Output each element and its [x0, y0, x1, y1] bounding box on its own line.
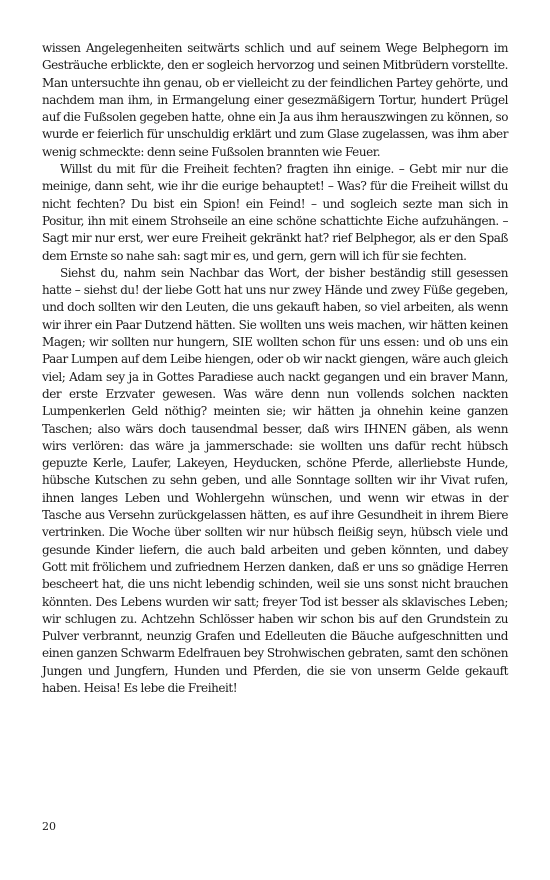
paragraph-3: Siehst du, nahm sein Nachbar das Wort, der bisher beständig still gesessen hatte – siehst du! der liebe Gott hat uns nur zwey Hände und zwey Füße gegeben, und doch sollten wir den Leuten, die uns gekauft haben, so viel arbeiten, als wenn wir ihrer ein Paar Dutzend hätten. Sie wollten uns weis machen, wir hätten keinen Magen; wir sollten nur hungern, SIE wollten schon für uns essen: und ob uns ein Paar Lumpen auf dem Leibe hiengen, oder ob wir nackt giengen, wäre auch gleich viel; Adam sey ja in Gottes Paradiese auch nackt gegangen und ein braver Mann, der erste Erzvater gewesen. Was wäre denn nun vollends solchen nackten Lumpenkerlen Geld nöthig? meinten sie; wir hätten ja ohnehin keine ganzen Taschen; also wärs doch tausendmal besser, daß wirs IHNEN gäben, als wenn wirs verlören: das wäre ja jammerschade: sie wollten uns dafür recht hübsch gepuzte Kerle, Laufer, Lakeyen, Heyducken, schöne Pferde, allerliebste Hunde, hübsche Kutschen zu sehn geben, und alle Sonntage sollten wir ihr Vivat rufen, ihnen langes Leben und Wohlergehn wünschen, und wenn wir etwas in der Tasche aus Versehn zurückgelassen hätten, es auf ihre Gesundheit in ihrem Biere vertrinken. Die Woche über sollten wir nur hübsch fleißig seyn, hübsch viele und gesunde Kinder liefern, die auch bald arbeiten und geben könnten, und dabey Gott mit frölichem und zufriednem Herzen danken, daß er uns so gnädige Herren bescheert hat, die uns nicht lebendig schinden, weil sie uns sonst nicht brauchen könnten. Des Lebens wurden wir satt; freyer Tod ist besser als sklavisches Leben; wir schlugen zu. Achtzehn Schlösser haben wir schon bis auf den Grundstein zu Pulver verbrannt, neunzig Grafen und Edelleuten die Bäuche aufgeschnitten und einen ganzen Schwarm Edelfrauen bey Strohwischen gebraten, samt den schönen Jungen und Jungfern, Hunden und Pferden, die sie von unserm Gelde gekauft haben. Heisa! Es lebe die Freiheit! — [42, 265, 508, 695]
body-text — [42, 40, 508, 697]
paragraph-1: wissen Angelegenheiten seitwärts schlich und auf seinem Wege Belphegorn im Gesträuche erblickte, den er sogleich hervorzog und seinen Mitbrüdern vorstellte. Man untersuchte ihn genau, ob er vielleicht zu der feindlichen Partey gehörte, und nachdem man ihm, in Ermangelung einer gesezmäßigern Tortur, hundert Prügel auf die Fußsolen gegeben hatte, ohne ein Ja aus ihm herauszwingen zu können, so wurde er feierlich für unschuldig erklärt und zum Glase zugelassen, was ihm aber wenig schmeckte: denn seine Fußsolen brannten wie Feuer. — [42, 41, 508, 159]
paragraph-2: Willst du mit für die Freiheit fechten? fragten ihn einige. – Gebt mir nur die meinige, dann seht, wie ihr die eurige behauptet! – Was? für die Freiheit willst du nicht fechten? Du bist ein Spion! ein Feind! – und sogleich sezte man sich in Positur, ihn mit einem Strohseile an eine schöne schattichte Eiche aufzuhängen. – Sagt mir nur erst, wer eure Freiheit gekränkt hat? rief Belphegor, als er den Spaß dem Ernste so nahe sah: sagt mir es, und gern, gern will ich für sie fechten. — [42, 162, 508, 263]
page-number: 20 — [42, 820, 56, 833]
